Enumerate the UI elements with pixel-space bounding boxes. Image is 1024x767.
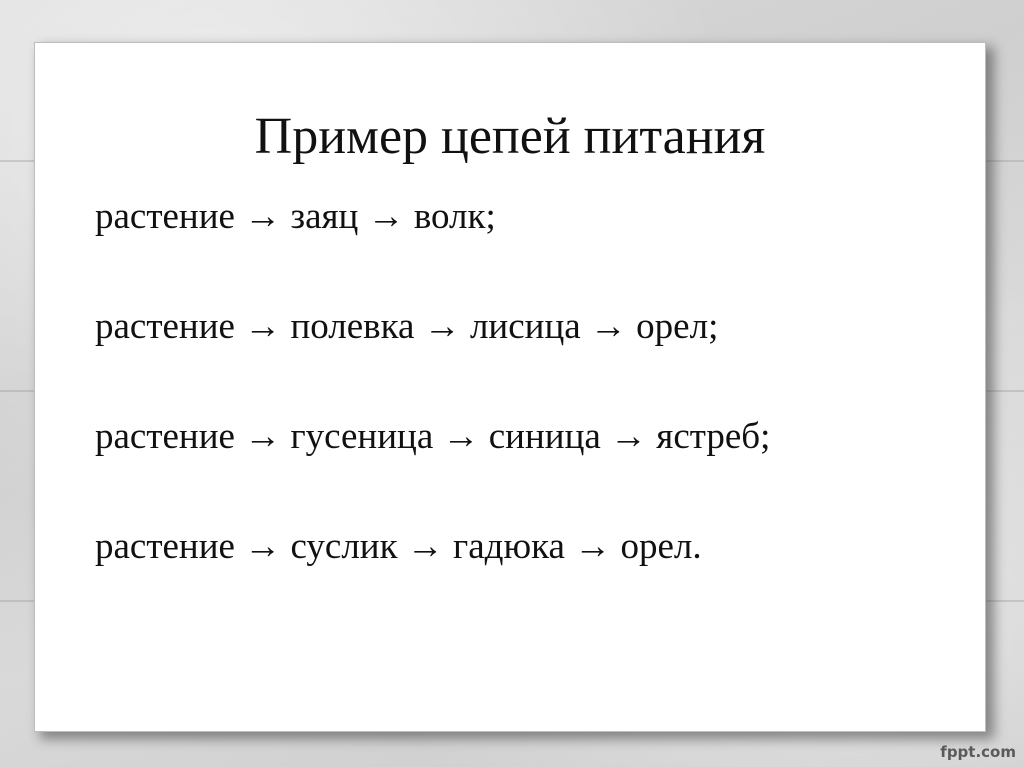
slide-title: Пример цепей питания bbox=[254, 108, 766, 165]
food-chain-item: растение → заяц → волк; bbox=[95, 196, 496, 237]
watermark-logo: fppt.com bbox=[940, 743, 1016, 761]
food-chain-list bbox=[95, 195, 770, 635]
food-chain-item: растение → суслик → гадюка → орел. bbox=[95, 526, 702, 567]
food-chain-item: растение → полевка → лисица → орел; bbox=[95, 306, 719, 347]
food-chain-item: растение → гусеница → синица → ястреб; bbox=[95, 416, 771, 457]
slide bbox=[34, 42, 986, 732]
